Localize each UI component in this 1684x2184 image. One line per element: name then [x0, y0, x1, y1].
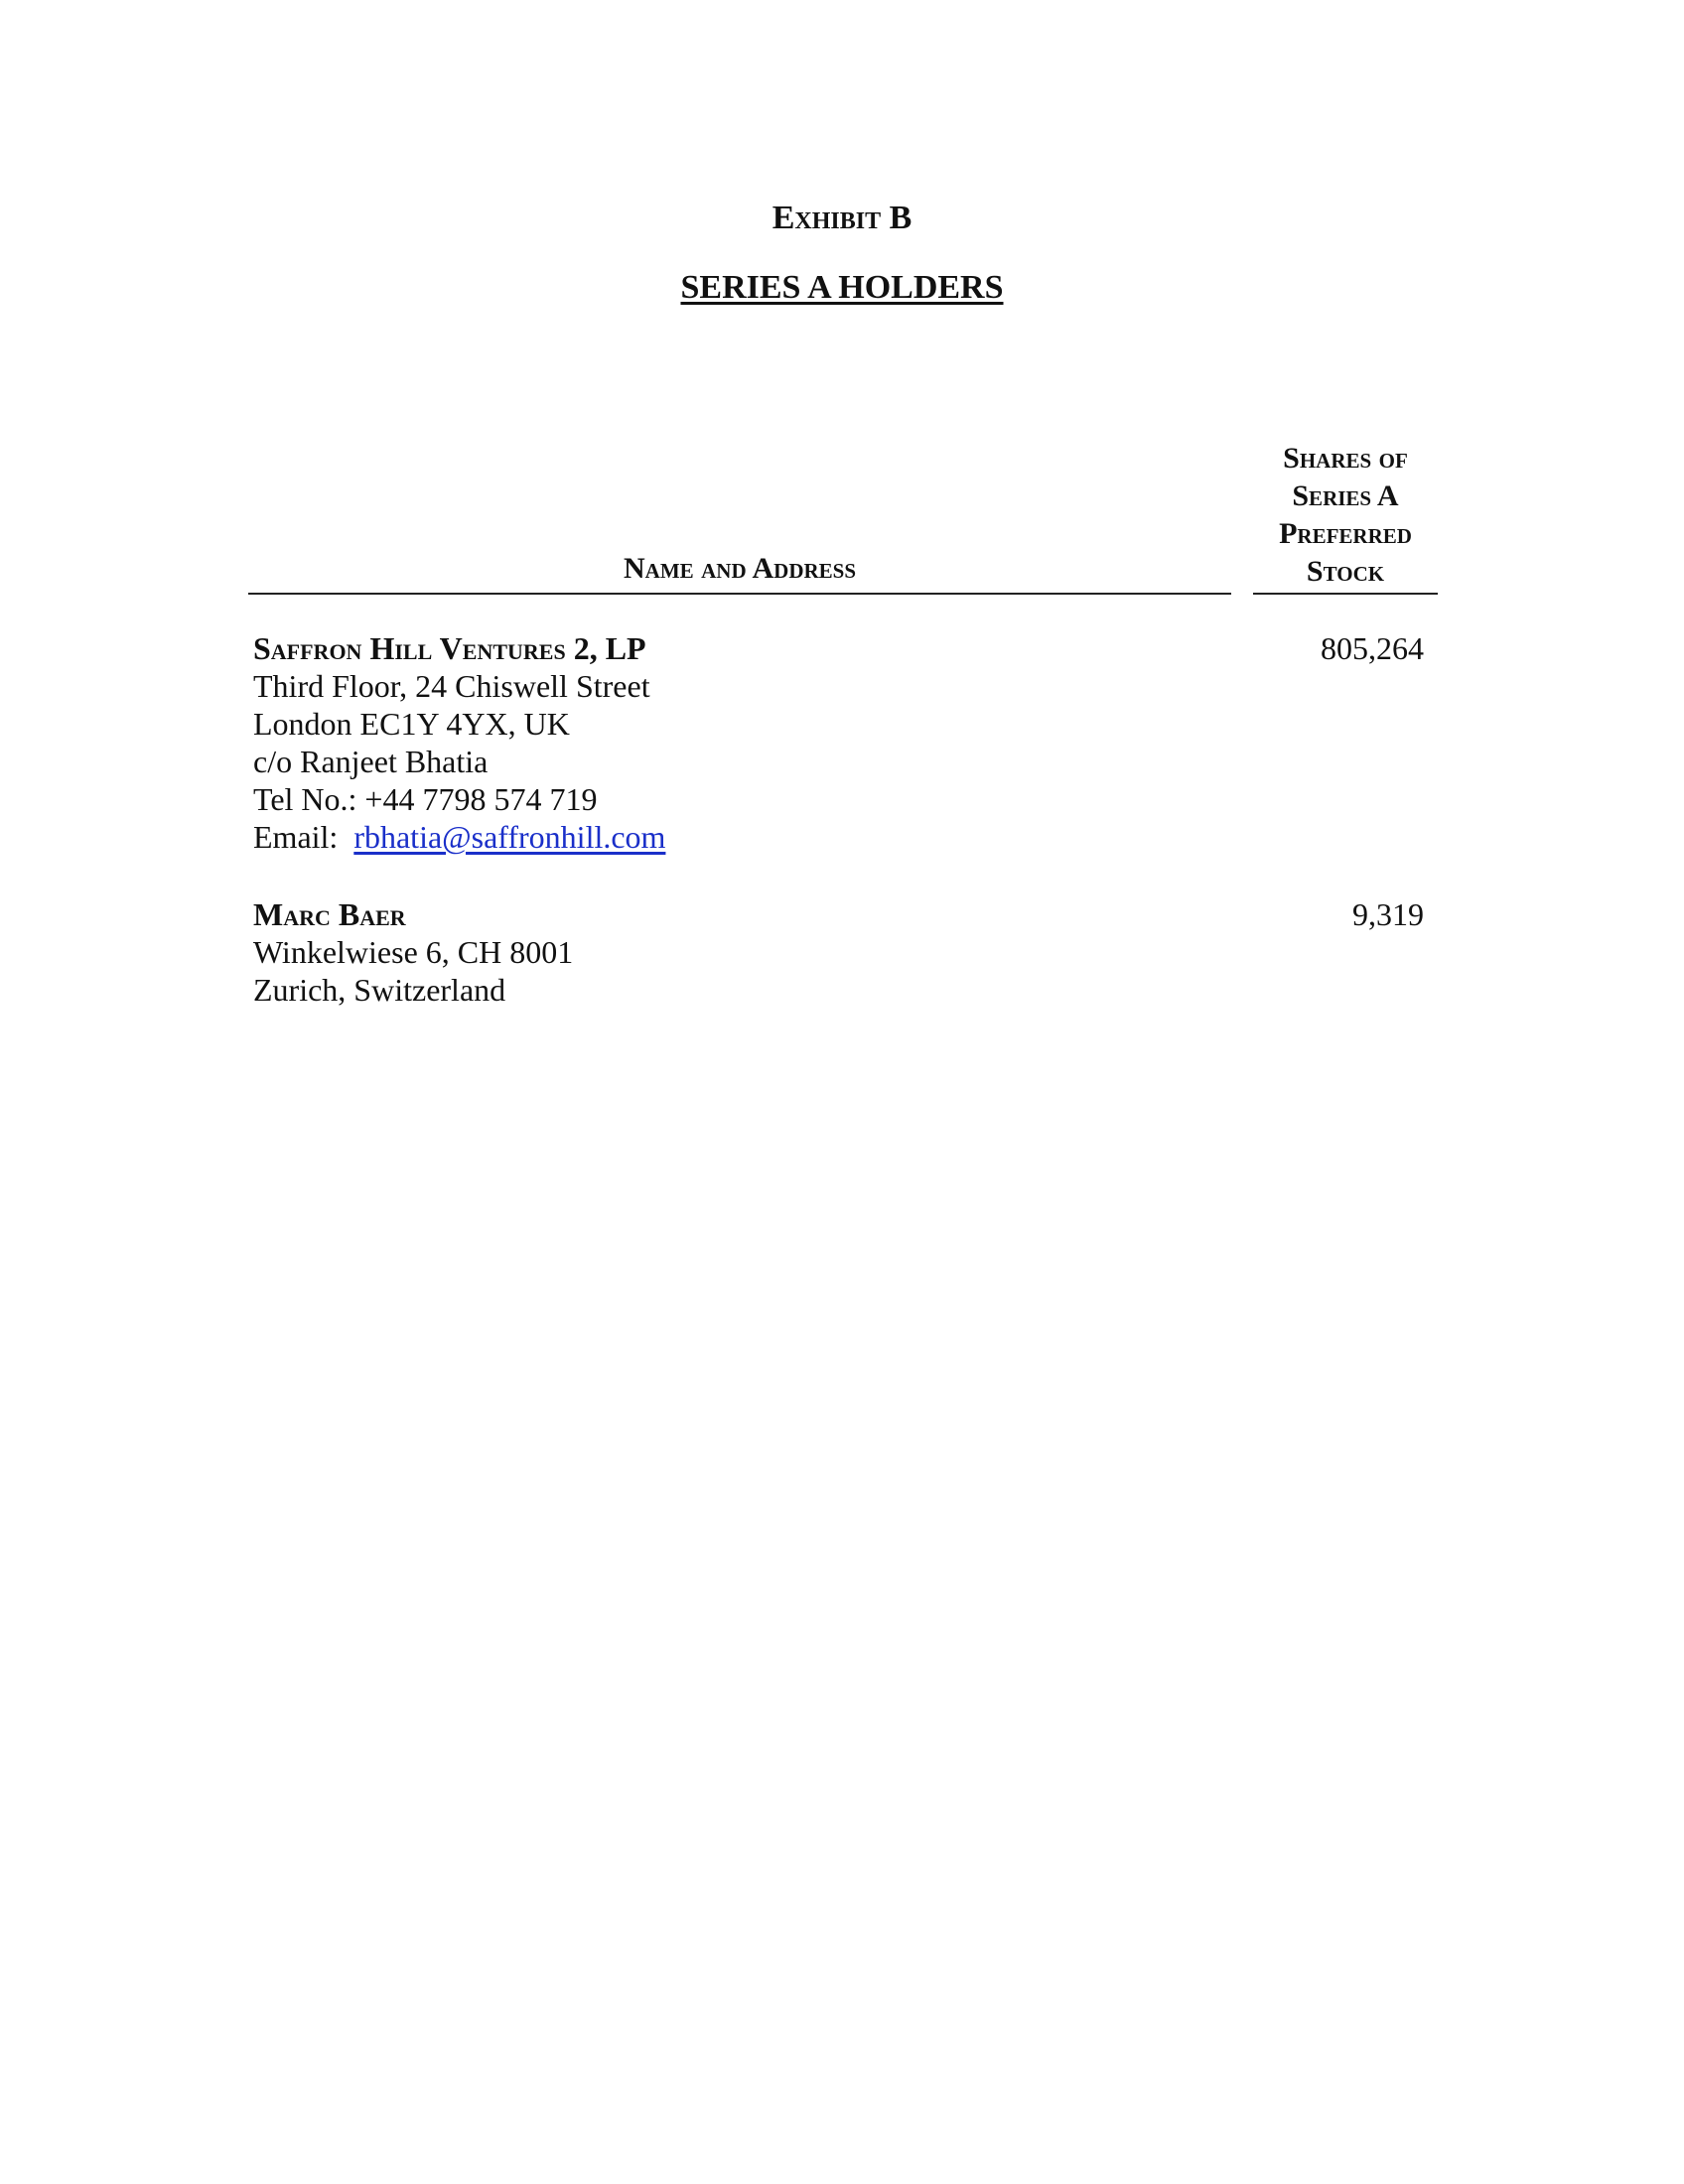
address-line: London EC1Y 4YX, UK	[253, 706, 570, 742]
holder-name: Marc Baer	[253, 896, 406, 932]
address-line: Third Floor, 24 Chiswell Street	[253, 668, 650, 704]
shares-header-line: Preferred	[1279, 517, 1412, 550]
shares-value: 805,264	[1321, 630, 1424, 666]
shares-header-line: Series A	[1292, 479, 1399, 512]
name-column-divider	[248, 593, 1231, 595]
shares-header-line: Shares of	[1283, 442, 1408, 475]
shares-value: 9,319	[1352, 896, 1424, 932]
shares-column-header	[1253, 440, 1438, 591]
shares-header-line: Stock	[1306, 555, 1385, 588]
shares-column-divider	[1253, 593, 1438, 595]
exhibit-title: Exhibit B	[772, 200, 912, 236]
name-address-column-header: Name and Address	[623, 552, 857, 585]
holder-name: Saffron Hill Ventures 2, LP	[253, 630, 646, 666]
email-link[interactable]: rbhatia@saffronhill.com	[353, 819, 666, 855]
address-line: c/o Ranjeet Bhatia	[253, 744, 489, 779]
email-line	[253, 818, 665, 856]
holder-entry	[253, 895, 573, 1009]
email-label: Email:	[253, 819, 339, 855]
page-title: SERIES A HOLDERS	[680, 269, 1004, 306]
holder-entry	[253, 629, 665, 856]
address-line: Winkelwiese 6, CH 8001	[253, 934, 574, 970]
address-line: Zurich, Switzerland	[253, 972, 506, 1008]
phone-line: Tel No.: +44 7798 574 719	[253, 781, 598, 817]
